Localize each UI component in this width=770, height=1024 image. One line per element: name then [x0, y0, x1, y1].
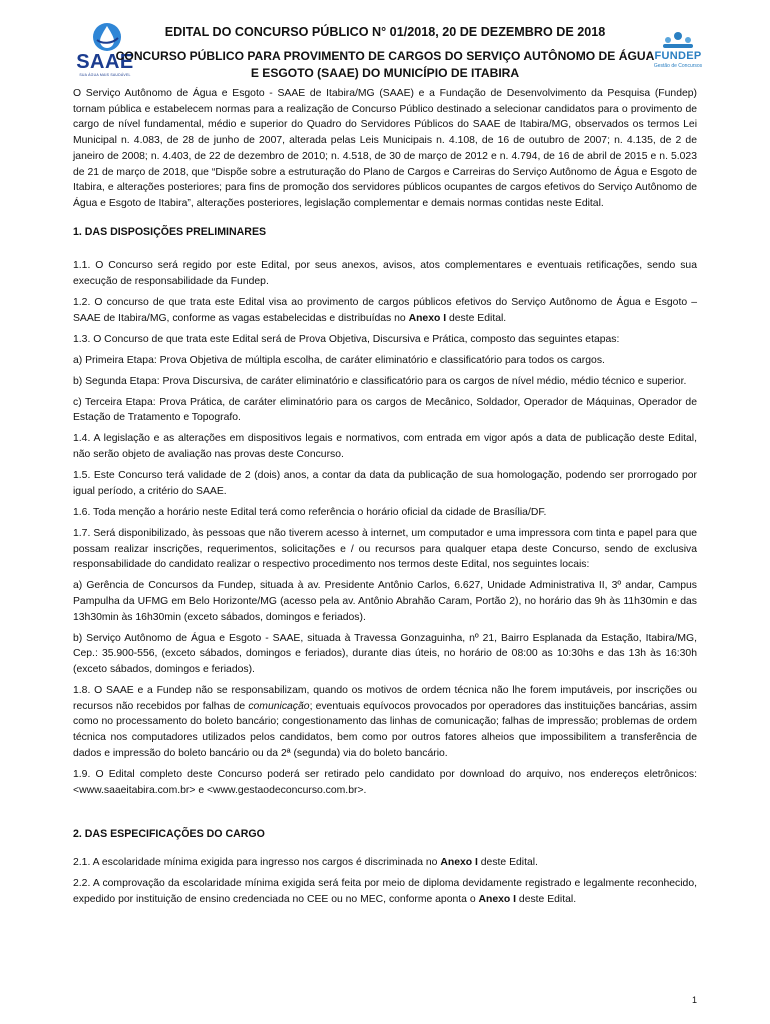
clause-2-2: 2.2. A comprovação da escolaridade mínima exigida será feita por meio de diploma devidamente registrado e legalmente reconhecido, expedido por instituição de ensino credenciada no CEE ou no MEC, conforme aponta o Anexo I deste Edital.: [73, 877, 697, 905]
clause-1-3-b: b) Segunda Etapa: Prova Discursiva, de caráter eliminatório e classificatório para os cargos de nível médio, médio técnico e superior.: [73, 375, 687, 387]
clause-1-5: 1.5. Este Concurso terá validade de 2 (dois) anos, a contar da data da publicação de sua homologação, podendo ser prorrogado por igual período, a critério do SAAE.: [73, 470, 697, 497]
saae-wordmark: SAAE: [76, 51, 134, 73]
section-2-heading: 2. DAS ESPECIFICAÇÕES DO CARGO: [73, 828, 265, 841]
annex-reference: Anexo I: [408, 312, 447, 324]
clause-1-2: 1.2. O concurso de que trata este Edital visa ao provimento de cargos públicos efetivos do Serviço Autônomo de Água e Esgoto – SAAE de Itabira/MG, conforme as vagas estabelecidas e distribuídas no Anexo I deste Edital.: [73, 297, 697, 324]
clause-1-3-a: a) Primeira Etapa: Prova Objetiva de múltipla escolha, de caráter eliminatório e classificatório para todos os cargos.: [73, 354, 605, 366]
clause-2-1: 2.1. A escolaridade mínima exigida para ingresso nos cargos é discriminada no Anexo I deste Edital.: [73, 856, 538, 868]
section-1-heading: 1. DAS DISPOSIÇÕES PRELIMINARES: [73, 225, 267, 238]
document-header: [73, 0, 703, 86]
fundep-tagline: Gestão de Concursos: [653, 63, 703, 69]
edital-subtitle: CONCURSO PÚBLICO PARA PROVIMENTO DE CARGOS DO SERVIÇO AUTÔNOMO DE ÁGUA E ESGOTO (SAAE) DO MUNICÍPIO DE ITABIRA: [115, 49, 655, 80]
intro-paragraph: O Serviço Autônomo de Água e Esgoto - SAAE de Itabira/MG (SAAE) e a Fundação de Desenvolvimento da Pesquisa (Fundep) tornam pública e estabelecem normas para a realização de Concurso Público destinado a selecionar candidatos para o provimento de cargo de nível fundamental, médio e superior do Quadro do Servidores Públicos do SAAE de Itabira/MG, observados os termos Lei Municipal n. 4.083, de 28 de junho de 2007, alterada pelas Leis Municipais n. 4.108, de 16 de outubro de 2007; n. 4.135, de 2 de janeiro de 2008; n. 4.403, de 22 de dezembro de 2010; n. 4.518, de 30 de março de 2012 e n. 4.794, de 16 de abril de 2015 e n. 5.023 de 21 de março de 2018, que “Dispõe sobre a estruturação do Plano de Cargos e Carreiras do Serviço Autônomo de Água e Esgoto de Itabira, e alterações posteriores; para fins de promoção dos servidores públicos ocupantes de cargos efetivos do Serviço Autônomo de Água e Esgoto de Itabira”, alterações posteriores, legislação complementar e demais normas contidas neste Edital.: [73, 88, 697, 209]
clause-1-7-a: a) Gerência de Concursos da Fundep, situada à av. Presidente Antônio Carlos, 6.627, Unidade Administrativa II, 3º andar, Campus Pampulha da UFMG em Belo Horizonte/MG (acesso pela av. Antônio Abrahão Caram, Portão 2), no horário das 9h às 11h30min e das 13h30min às 16h30min (exceto sábados, domingos e feriados).: [73, 580, 697, 623]
annex-reference: Anexo I: [440, 856, 478, 868]
saae-tagline: SUA ÁGUA MAIS SAUDÁVEL: [79, 73, 131, 77]
clause-1-3: 1.3. O Concurso de que trata este Edital será de Prova Objetiva, Discursiva e Prática, composto das seguintes etapas:: [73, 333, 620, 345]
page-number: 1: [691, 995, 697, 1005]
edital-title: EDITAL DO CONCURSO PÚBLICO N° 01/2018, 20 DE DEZEMBRO DE 2018: [164, 25, 606, 39]
clause-1-9: 1.9. O Edital completo deste Concurso poderá ser retirado pelo candidato por download do arquivo, nos endereços eletrônicos: <www.saaeitabira.com.br> e <www.gestaodeconcurso.com.br>.: [73, 768, 697, 796]
fundep-mark-icon: [659, 30, 697, 50]
clause-1-7: 1.7. Será disponibilizado, às pessoas que não tiverem acesso à internet, um computador e uma impressora com tinta e papel para que possam realizar inscrições, requerimentos, solicitações e / ou recursos para qualquer etapa deste Concurso, sendo de exclusiva responsabilidade do candidato realizar o respectivo procedimento nos termos deste Edital, nos seguintes locais:: [73, 527, 697, 571]
annex-reference: Anexo I: [478, 893, 517, 905]
clause-1-1: 1.1. O Concurso será regido por este Edital, por seus anexos, avisos, atos complementares e eventuais retificações, sendo sua execução de responsabilidade da Fundep.: [73, 260, 697, 288]
clause-1-8: 1.8. O SAAE e a Fundep não se responsabilizam, quando os motivos de ordem técnica não lhe forem imputáveis, por inscrições ou recursos não recebidos por falhas de comunicação; eventuais equívocos provocados por operadores das instituições bancárias, assim como no processamento do boleto bancário; congestionamento das linhas de comunicação; falhas de impressão; problemas de ordem técnica nos computadores utilizados pelos candidatos, bem como por outros fatores alheios que impossibilitem a transferência de dados e impressão do boleto bancário ou da 2ª (segunda) via do boleto bancário.: [73, 685, 698, 759]
fundep-wordmark: FUNDEP: [654, 50, 702, 62]
clause-1-4: 1.4. A legislação e as alterações em dispositivos legais e normativos, com entrada em vigor após a data de publicação deste Edital, não serão objeto de avaliação nas provas deste Concurso.: [73, 433, 697, 461]
clause-1-6: 1.6. Toda menção a horário neste Edital terá como referência o horário oficial da cidade de Brasília/DF.: [73, 506, 547, 518]
clause-1-7-b: b) Serviço Autônomo de Água e Esgoto - SAAE, situada à Travessa Gonzaguinha, nº 21, Bairro Esplanada da Estação, Itabira/MG, Cep.: 35.900-556, (exceto sábados, domingos e feriados), durante dias úteis, no horário de 08:00 as 10:30hs e das 13h às 16:30h (exceto sábados, domingos e feriados).: [73, 632, 697, 676]
fundep-logo: [649, 30, 707, 72]
document-body: [73, 86, 697, 907]
clause-1-3-c: c) Terceira Etapa: Prova Prática, de caráter eliminatório para os cargos de Mecânico, Soldador, Operador de Máquinas, Operador de Estação de Tratamento e Topografo.: [73, 396, 697, 424]
